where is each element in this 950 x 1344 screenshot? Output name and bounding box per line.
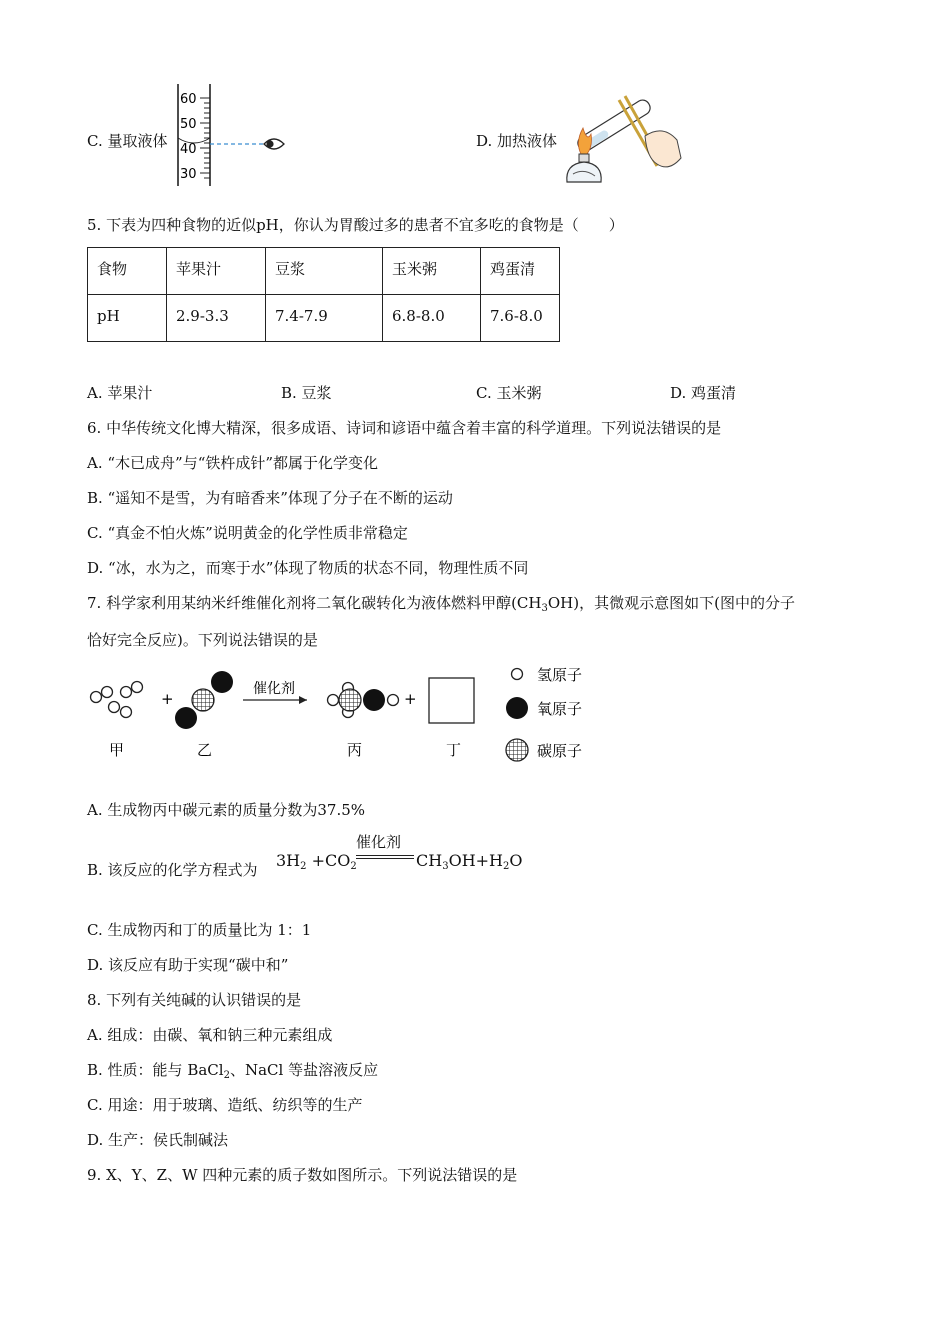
q8-option-b: B. 性质：能与 BaCl$_2$、NaCl 等盐溶液反应 [87, 1061, 379, 1081]
label-bing: 丙 [347, 741, 363, 759]
table-cell: 7.6-8.0 [481, 295, 560, 342]
label-ding: 丁 [446, 741, 462, 759]
equation-catalyst: 催化剂 [356, 833, 402, 851]
table-cell: 食物 [88, 248, 167, 295]
legend-hydrogen: 氢原子 [537, 666, 583, 684]
oxygen-atom-icon [506, 697, 528, 719]
q9-stem: 9. X、Y、Z、W 四种元素的质子数如图所示。下列说法错误的是 [87, 1166, 518, 1184]
q6-stem: 6. 中华传统文化博大精深，很多成语、诗词和谚语中蕴含着丰富的科学道理。下列说法错误的是 [87, 419, 722, 437]
q7-option-c: C. 生成物丙和丁的质量比为 1：1 [87, 921, 312, 939]
table-row [88, 295, 560, 342]
legend-carbon: 碳原子 [537, 742, 583, 760]
methanol-molecule [328, 683, 399, 718]
table-cell: 2.9-3.3 [167, 295, 266, 342]
ph-table [87, 247, 560, 342]
hydrogen-atom-icon [512, 669, 523, 680]
tick-label-50: 50 [180, 117, 197, 132]
table-cell: 豆浆 [266, 248, 383, 295]
q6-option-b: B. “遥知不是雪，为有暗香来”体现了分子在不断的运动 [87, 489, 453, 507]
label-yi: 乙 [197, 741, 213, 759]
q4-option-d: D. 加热液体 [476, 132, 558, 150]
unknown-product-box [429, 678, 474, 723]
tick-label-60: 60 [180, 92, 197, 107]
table-cell: pH [88, 295, 167, 342]
q5-option-a: A. 苹果汁 [87, 384, 153, 402]
reaction-micro-diagram [85, 662, 605, 770]
tick-label-40: 40 [180, 142, 197, 157]
q7-stem-line2: 恰好完全反应)。下列说法错误的是 [87, 631, 318, 649]
table-row [88, 248, 560, 295]
chemical-equation-left: $3H_2 +CO_2$ [276, 851, 357, 872]
q5-option-c: C. 玉米粥 [476, 384, 542, 402]
q6-option-a: A. “木已成舟”与“铁杵成针”都属于化学变化 [87, 454, 379, 472]
table-cell: 玉米粥 [383, 248, 481, 295]
hydrogen-molecules [91, 682, 143, 718]
q7-option-b: B. 该反应的化学方程式为 [87, 861, 258, 879]
q7-stem-line1: 7. 科学家利用某纳米纤维催化剂将二氧化碳转化为液体燃料甲醇$(CH_3OH)$，其微观示意图如下(图中的分子 [87, 594, 795, 614]
arrow-head-icon [299, 696, 307, 704]
chemical-equation-right: $CH_3OH+H_2O$ [416, 851, 523, 872]
q6-option-c: C. “真金不怕火炼”说明黄金的化学性质非常稳定 [87, 524, 408, 542]
q8-option-d: D. 生产：侯氏制碱法 [87, 1131, 229, 1149]
heating-liquid-figure [565, 84, 685, 190]
graduated-cylinder-figure [170, 82, 290, 188]
plus-sign: + [404, 690, 417, 708]
tick-label-30: 30 [180, 167, 197, 182]
q8-option-c: C. 用途：用于玻璃、造纸、纺织等的生产 [87, 1096, 363, 1114]
q5-option-b: B. 豆浆 [281, 384, 332, 402]
carbon-dioxide-molecule [175, 671, 233, 729]
catalyst-label: 催化剂 [253, 681, 295, 697]
q6-option-d: D. “冰，水为之，而寒于水”体现了物质的状态不同，物理性质不同 [87, 559, 529, 577]
label-jia: 甲 [109, 741, 125, 759]
q7-option-d: D. 该反应有助于实现“碳中和” [87, 956, 289, 974]
q8-stem: 8. 下列有关纯碱的认识错误的是 [87, 991, 302, 1009]
table-cell: 7.4-7.9 [266, 295, 383, 342]
legend-oxygen: 氧原子 [537, 700, 583, 718]
q7-option-a: A. 生成物丙中碳元素的质量分数为37.5% [87, 801, 366, 819]
equation-equals-sign [356, 855, 414, 859]
eye-icon [264, 139, 284, 149]
table-cell: 6.8-8.0 [383, 295, 481, 342]
q8-option-a: A. 组成：由碳、氧和钠三种元素组成 [87, 1026, 333, 1044]
plus-sign: + [161, 690, 174, 708]
q5-stem: 5. 下表为四种食物的近似pH，你认为胃酸过多的患者不宜多吃的食物是（ ） [87, 216, 624, 234]
q5-option-d: D. 鸡蛋清 [670, 384, 737, 402]
carbon-atom-icon [506, 739, 528, 761]
table-cell: 苹果汁 [167, 248, 266, 295]
table-cell: 鸡蛋清 [481, 248, 560, 295]
q4-option-c: C. 量取液体 [87, 132, 168, 150]
